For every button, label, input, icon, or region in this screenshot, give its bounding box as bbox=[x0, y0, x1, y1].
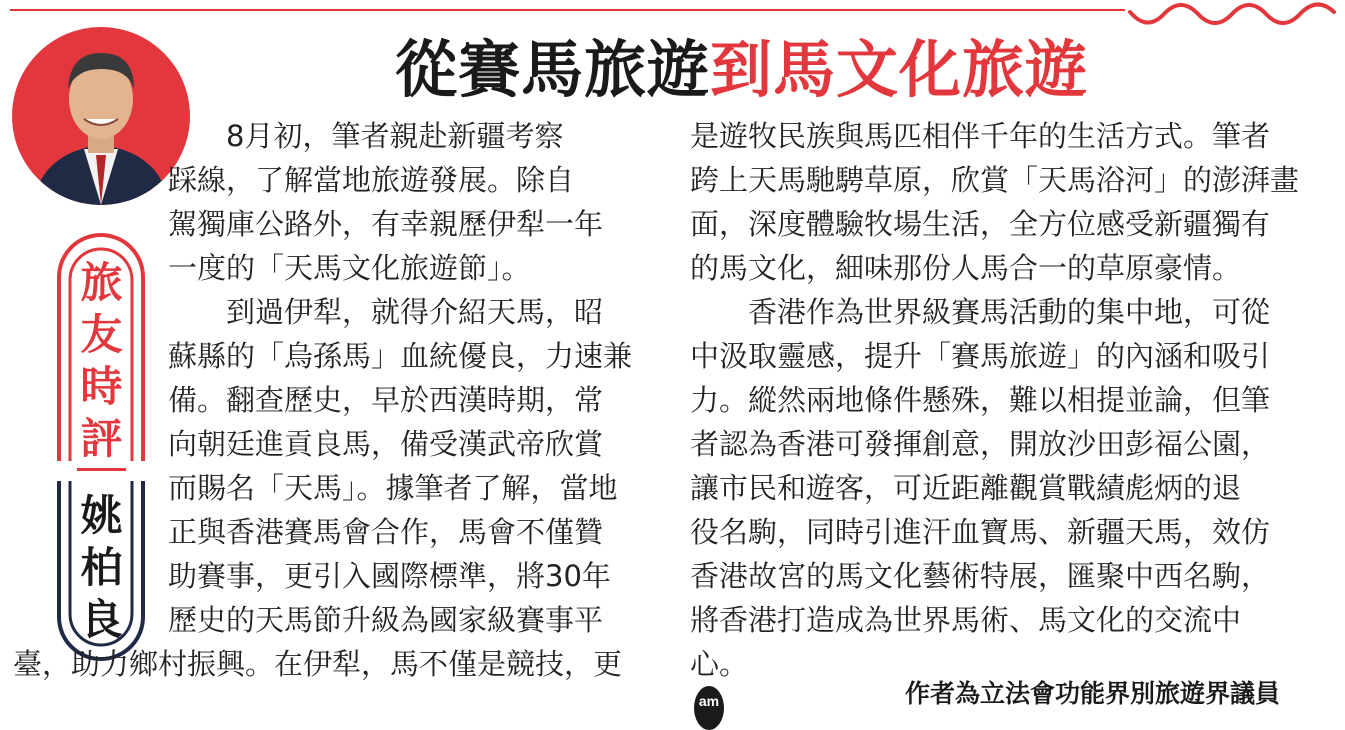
author-name-char: 姚 bbox=[80, 491, 123, 540]
text-line: 將香港打造成為世界馬術、馬文化的交流中 bbox=[690, 603, 1242, 637]
column-name-char: 評 bbox=[80, 414, 123, 463]
column-badge bbox=[49, 225, 154, 667]
headline-part-2: 到馬文化旅遊 bbox=[710, 33, 1089, 106]
text-line: 向朝廷進貢良馬，備受漢武帝欣賞 bbox=[168, 427, 604, 461]
text-line: 蘇縣的「烏孫馬」血統優良，力速兼 bbox=[168, 339, 633, 373]
column-name-char: 旅 bbox=[80, 258, 123, 307]
text-line: 面，深度體驗牧場生活，全方位感受新疆獨有 bbox=[690, 207, 1271, 241]
text-line: 踩線，了解當地旅遊發展。除自 bbox=[168, 163, 575, 197]
text-line: 8月初，筆者親赴新疆考察 bbox=[226, 119, 564, 153]
column-divider bbox=[77, 468, 126, 471]
text-line: 心。 bbox=[690, 647, 749, 681]
text-line: 一度的「天馬文化旅遊節」。 bbox=[168, 251, 531, 285]
text-line: 役名駒，同時引進汗血寶馬、新疆天馬，效仿 bbox=[690, 515, 1271, 549]
text-line: 備。翻查歷史，早於西漢時期，常 bbox=[168, 383, 604, 417]
text-line: 歷史的天馬節升級為國家級賽事平 bbox=[168, 603, 604, 637]
text-line: 力。縱然兩地條件懸殊，難以相提並論，但筆 bbox=[690, 383, 1271, 417]
text-line: 而賜名「天馬」。據筆者了解，當地 bbox=[168, 471, 618, 505]
author-photo bbox=[12, 27, 190, 205]
headline-part-1: 從賽馬旅遊 bbox=[395, 33, 711, 106]
article-left-column bbox=[13, 114, 658, 686]
text-line: 助賽事，更引入國際標準，將30年 bbox=[168, 559, 611, 593]
text-line: 臺，助力鄉村振興。在伊犁，馬不僅是競技，更 bbox=[13, 647, 623, 681]
column-name-char: 時 bbox=[80, 362, 123, 411]
text-line: 者認為香港可發揮創意，開放沙田彭福公園， bbox=[690, 427, 1271, 461]
author-byline: 作者為立法會功能界別旅遊界議員 bbox=[905, 679, 1281, 708]
text-line: 是遊牧民族與馬匹相伴千年的生活方式。筆者 bbox=[690, 119, 1271, 153]
decorative-wave-icon bbox=[1128, 2, 1340, 32]
am-logo-icon: am bbox=[694, 686, 724, 730]
text-line: 駕獨庫公路外，有幸親歷伊犁一年 bbox=[168, 207, 604, 241]
text-line: 中汲取靈感，提升「賽馬旅遊」的內涵和吸引 bbox=[690, 339, 1271, 373]
text-line: 的馬文化，細味那份人馬合一的草原豪情。 bbox=[690, 251, 1242, 285]
author-name-char: 柏 bbox=[80, 543, 123, 592]
text-line: 跨上天馬馳騁草原，欣賞「天馬浴河」的澎湃畫 bbox=[690, 163, 1300, 197]
text-line: 到過伊犁，就得介紹天馬，昭 bbox=[226, 295, 604, 329]
author-name bbox=[49, 490, 154, 646]
text-line: 讓市民和遊客，可近距離觀賞戰績彪炳的退 bbox=[690, 471, 1242, 505]
author-name-char: 良 bbox=[80, 595, 123, 644]
top-rule bbox=[10, 9, 1125, 11]
text-line: 正與香港賽馬會合作，馬會不僅贊 bbox=[168, 515, 604, 549]
text-line: 香港作為世界級賽馬活動的集中地，可從 bbox=[748, 295, 1271, 329]
text-line: 香港故宮的馬文化藝術特展，匯聚中西名駒， bbox=[690, 559, 1271, 593]
column-name bbox=[49, 257, 154, 465]
headline bbox=[395, 30, 1135, 110]
column-name-char: 友 bbox=[80, 310, 123, 359]
